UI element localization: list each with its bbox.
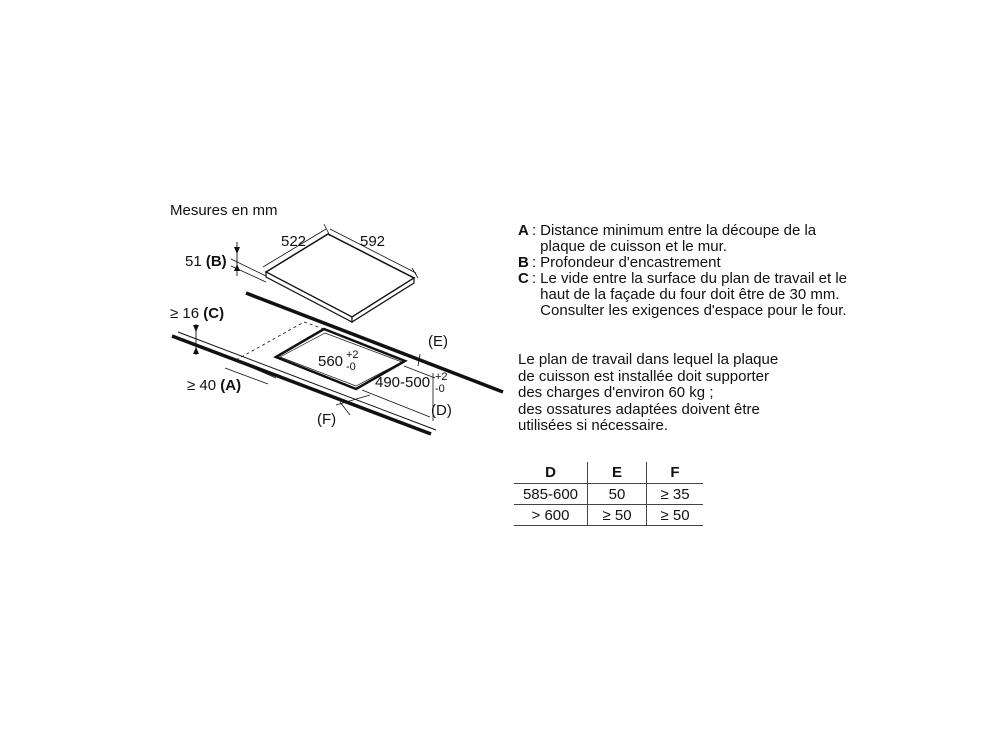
clearance-label: ≥ 16 (C) (170, 305, 225, 322)
dimensions-table (514, 462, 703, 526)
table-row (514, 505, 703, 526)
legend (518, 223, 848, 319)
wall-distance-label: ≥ 40 (A) (187, 377, 242, 394)
table-cell: > 600 (514, 505, 588, 526)
cooktop-width-label: 592 (360, 233, 386, 250)
note-line: Le plan de travail dans lequel la plaque (518, 351, 779, 368)
cutout-depth-label: 490-500 (375, 374, 431, 391)
table-cell: ≥ 35 (647, 484, 704, 505)
legend-text: Profondeur d'encastrement (540, 254, 721, 271)
legend-key: B (518, 254, 529, 271)
note-line: des charges d'environ 60 kg ; (518, 384, 714, 401)
note-line: utilisées si nécessaire. (518, 417, 669, 434)
label-e: (E) (428, 333, 448, 350)
table-header: F (647, 462, 704, 484)
table-cell: ≥ 50 (588, 505, 647, 526)
cutout-width-tol-minus: -0 (346, 361, 356, 373)
label-d: (D) (431, 402, 452, 419)
table-header-row (514, 462, 703, 484)
legend-item-a: A : Distance minimum entre la découpe de la plaque de cuisson et le mur. (518, 223, 848, 255)
legend-text: Distance minimum entre la découpe de la plaque de cuisson et le mur. (540, 222, 817, 255)
legend-item-b: B : Profondeur d'encastrement (518, 255, 848, 271)
legend-item-c: C : Le vide entre la surface du plan de travail et le haut de la façade du four doit être de 30 mm. Consulter les exigences d'espace pour le four. (518, 270, 848, 319)
units-label: Mesures en mm (170, 202, 278, 219)
table-header: D (514, 462, 588, 484)
cutout-depth-tol-minus: -0 (435, 383, 445, 395)
cooktop-depth-label: 522 (281, 233, 307, 250)
cutout-depth-tol-plus: +2 (435, 371, 448, 383)
cutout-width-label: 560 (318, 353, 344, 370)
table-row (514, 484, 703, 505)
legend-text: Le vide entre la surface du plan de travail et le haut de la façade du four doit être de 30 mm. Consulter les exigences d'espace pour le four. (540, 270, 848, 319)
table-cell: 50 (588, 484, 647, 505)
table-header: E (588, 462, 647, 484)
table-cell: 585-600 (514, 484, 588, 505)
table-cell: ≥ 50 (647, 505, 704, 526)
legend-key: A (518, 222, 529, 239)
cutout-width-tol-plus: +2 (346, 349, 359, 361)
load-note (518, 352, 848, 435)
height-label: 51 (B) (185, 253, 227, 270)
note-line: des ossatures adaptées doivent être (518, 400, 760, 418)
cooktop-drawing (231, 224, 418, 322)
legend-key: C (518, 270, 529, 287)
label-f: (F) (317, 411, 337, 428)
note-line: de cuisson est installée doit supporter (518, 367, 769, 385)
